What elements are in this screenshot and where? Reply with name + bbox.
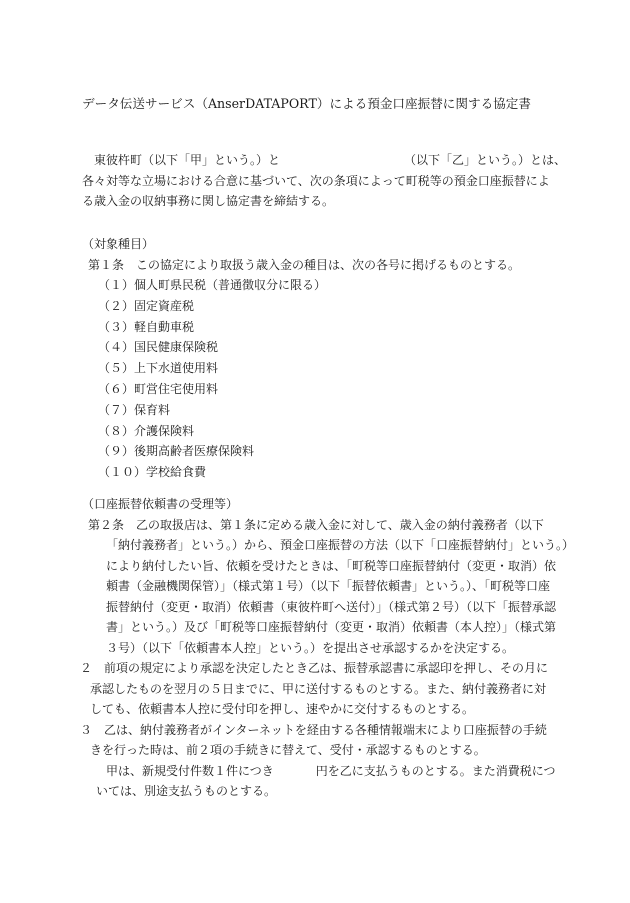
- paragraph-line: きを行った時は、前２項の手続きに替えて、受付・承認するものとする。: [90, 743, 486, 757]
- paragraph-line: ３ 乙は、納付義務者がインターネットを経由する各種情報端末により口座振替の手続: [80, 722, 547, 737]
- list-item: （１）個人町県民税（普通徴収分に限る）: [98, 278, 327, 292]
- paragraph-line: [82, 761, 556, 782]
- fee-text-a: 甲は、新規受付件数１件につき: [106, 763, 274, 778]
- list-item: （１０）学校給食費: [98, 465, 207, 480]
- article-2-line: 振替納付（変更・取消）依頼書（東彼杵町へ送付）」（様式第２号）（以下「振替承認: [106, 599, 557, 614]
- paragraph-line: しても、依頼書本人控に受付印を押し、速やかに交付するものとする。: [90, 702, 475, 716]
- list-item: （２）固定資産税: [98, 298, 195, 313]
- article-1: 第１条 この協定により取扱う歳入金の種目は、次の各号に掲げるものとする。: [88, 257, 521, 272]
- section-1: [82, 234, 552, 483]
- preamble-line-1: [82, 150, 567, 171]
- section-2: [80, 494, 575, 802]
- article-2-line: 「納付義務者」という。）から、預金口座振替の方法（以下「口座振替納付」という。）: [106, 538, 575, 552]
- list-item: （７）保育料: [98, 402, 171, 417]
- paragraph-line: ２ 前項の規定により承認を決定したとき乙は、振替承認書に承認印を押し、その月に: [80, 661, 549, 675]
- list-item: （３）軽自動車税: [98, 319, 195, 334]
- article-2-line: により納付したい旨、依頼を受けたときは、「町税等口座振替納付（変更・取消）依: [106, 558, 557, 573]
- preamble-text-b: （以下「乙」という。）とは、: [404, 153, 567, 167]
- list-item: （６）町営住宅使用料: [98, 381, 219, 396]
- list-item: （５）上下水道使用料: [98, 361, 219, 376]
- preamble-text-a: 東彼杵町（以下「甲」という。）と: [94, 153, 281, 167]
- paragraph-line: 承認したものを翌月の５日までに、甲に送付するものとする。また、納付義務者に対: [90, 681, 547, 696]
- article-2-paragraph-3: [82, 720, 552, 761]
- article-2-paragraph-2: [82, 658, 552, 720]
- preamble-line-2: 各々対等な立場における合意に基づいて、次の条項によって町税等の預金口座振替によ: [82, 173, 550, 188]
- fee-text-b: 円を乙に支払うものとする。また消費税につ: [315, 763, 556, 778]
- preamble-line-3: る歳入金の収納事務に関し協定書を締結する。: [82, 194, 335, 208]
- article-2-paragraph-4: [82, 761, 556, 802]
- article-2-line: ３号）（以下「依頼書本人控」という。）を提出させ承認するかを決定する。: [106, 640, 515, 655]
- section-1-heading: （対象種目）: [82, 237, 155, 251]
- article-2-line: 書」という。）及び「町税等口座振替納付（変更・取消）依頼書（本人控）」（様式第: [106, 620, 557, 634]
- preamble: [82, 150, 567, 212]
- list-item: （８）介護保険料: [98, 423, 195, 438]
- section-2-heading: （口座振替依頼書の受理等）: [82, 497, 239, 511]
- document-title: データ伝送サービス（AnserDATAPORT）による預金口座振替に関する協定書: [82, 96, 531, 111]
- article-2-line: 第２条 乙の取扱店は、第１条に定める歳入金に対して、歳入金の納付義務者（以下: [88, 517, 544, 532]
- article-2: [82, 515, 575, 659]
- article-1-items: [82, 275, 552, 483]
- list-item: （９）後期高齢者医療保険料: [98, 444, 255, 459]
- paragraph-line: いては、別途支払うものとする。: [96, 784, 277, 798]
- list-item: （４）国民健康保険税: [98, 340, 219, 355]
- article-2-line: 頼書（金融機関保管）」（様式第１号）（以下「振替依頼書」という。）、「町税等口座: [106, 579, 551, 593]
